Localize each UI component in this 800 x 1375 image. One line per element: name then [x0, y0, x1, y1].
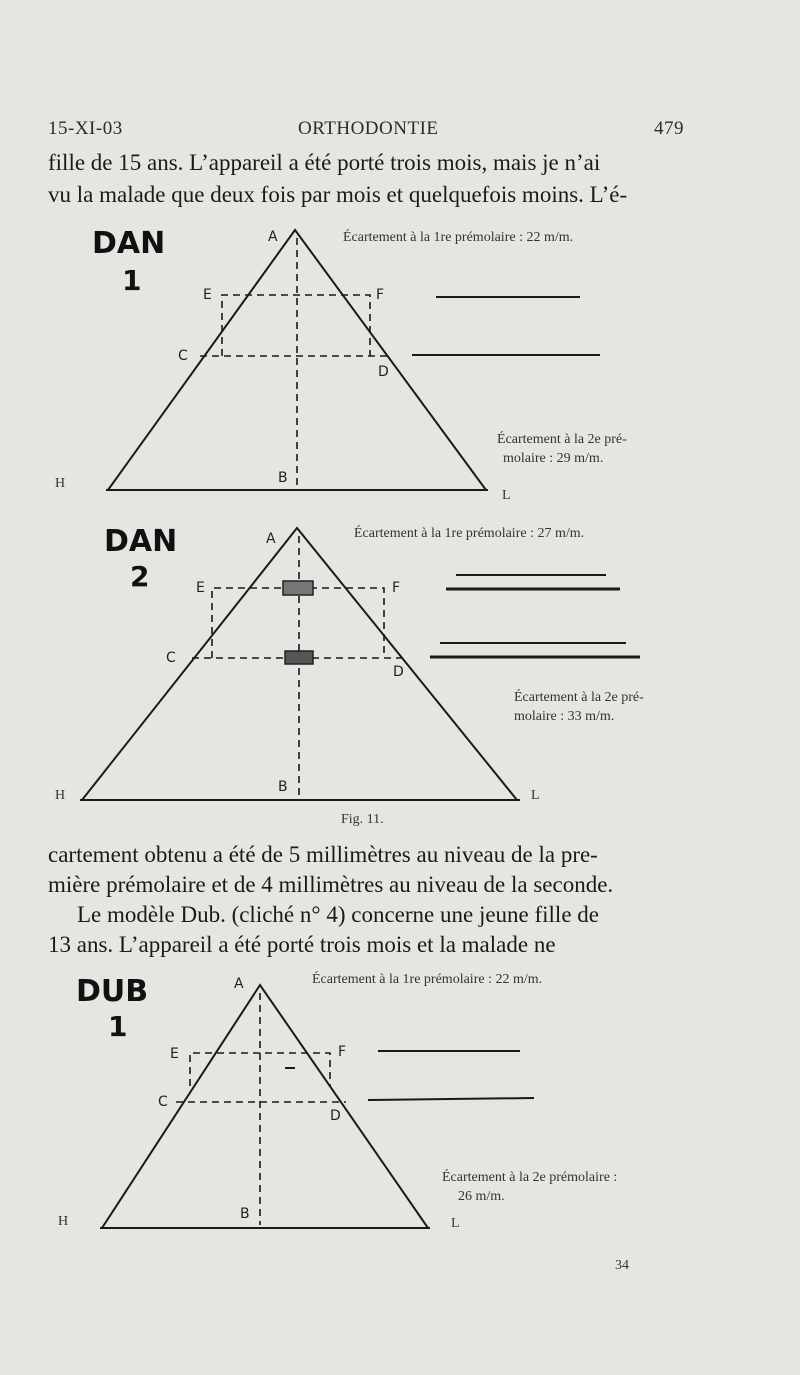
point-label-c: C — [178, 348, 188, 364]
point-label-a: A — [234, 976, 244, 992]
point-label-l: L — [451, 1216, 460, 1231]
point-label-d: D — [330, 1108, 341, 1124]
point-label-f: F — [338, 1044, 347, 1060]
text-line: vu la malade que deux fois par mois et quelquefois moins. L’é- — [48, 182, 628, 207]
page-number: 479 — [654, 118, 684, 139]
point-label-h: H — [55, 788, 66, 803]
caption-second-premolar: 26 m/m. — [458, 1189, 505, 1204]
signature-mark: 34 — [615, 1258, 629, 1273]
header-date: 15-XI-03 — [48, 118, 123, 139]
caption-second-premolar: molaire : 29 m/m. — [503, 451, 604, 466]
triangle-sides — [102, 985, 428, 1228]
caption-second-premolar: Écartement à la 2e pré- — [497, 432, 627, 447]
caption-second-premolar: Écartement à la 2e pré- — [514, 690, 644, 705]
caption-first-premolar: Écartement à la 1re prémolaire : 27 m/m. — [354, 526, 585, 541]
text-line: cartement obtenu a été de 5 millimètres au niveau de la pre- — [48, 842, 598, 867]
point-label-c: C — [166, 650, 176, 666]
figure-number: 1 — [122, 264, 142, 297]
point-label-a: A — [268, 229, 278, 245]
figure-number: 2 — [130, 560, 150, 593]
point-label-h: H — [55, 476, 66, 491]
point-label-l: L — [502, 488, 511, 503]
figure-number: 1 — [108, 1010, 128, 1043]
text-line: 13 ans. L’appareil a été porté trois mois et la malade ne — [48, 932, 556, 957]
point-label-h: H — [58, 1214, 69, 1229]
point-label-l: L — [531, 788, 540, 803]
point-label-b: B — [278, 779, 288, 795]
caption-second-premolar: Écartement à la 2e prémolaire : — [442, 1170, 618, 1185]
figure-tag: DAN — [104, 524, 178, 559]
caption-first-premolar: Écartement à la 1re prémolaire : 22 m/m. — [312, 972, 543, 987]
point-label-d: D — [378, 364, 389, 380]
point-label-e: E — [170, 1046, 179, 1062]
header-title: ORTHODONTIE — [298, 118, 439, 139]
point-label-d: D — [393, 664, 404, 680]
point-label-a: A — [266, 531, 276, 547]
point-label-f: F — [376, 287, 385, 303]
text-line: mière prémolaire et de 4 millimètres au niveau de la seconde. — [48, 872, 614, 897]
figure-caption: Fig. 11. — [341, 812, 384, 827]
caption-second-premolar: molaire : 33 m/m. — [514, 709, 615, 724]
point-label-f: F — [392, 580, 401, 596]
figure-tag: DAN — [92, 226, 166, 261]
point-label-b: B — [278, 470, 288, 486]
point-label-e: E — [203, 287, 212, 303]
point-label-e: E — [196, 580, 205, 596]
caption-first-premolar: Écartement à la 1re prémolaire : 22 m/m. — [343, 230, 574, 245]
point-label-c: C — [158, 1094, 168, 1110]
text-line: fille de 15 ans. L’appareil a été porté trois mois, mais je n’ai — [48, 150, 601, 175]
measure-bar-2 — [368, 1098, 534, 1100]
point-label-b: B — [240, 1206, 250, 1222]
figure-tag: DUB — [76, 974, 149, 1009]
text-line: Le modèle Dub. (cliché n° 4) concerne une jeune fille de — [77, 902, 599, 927]
